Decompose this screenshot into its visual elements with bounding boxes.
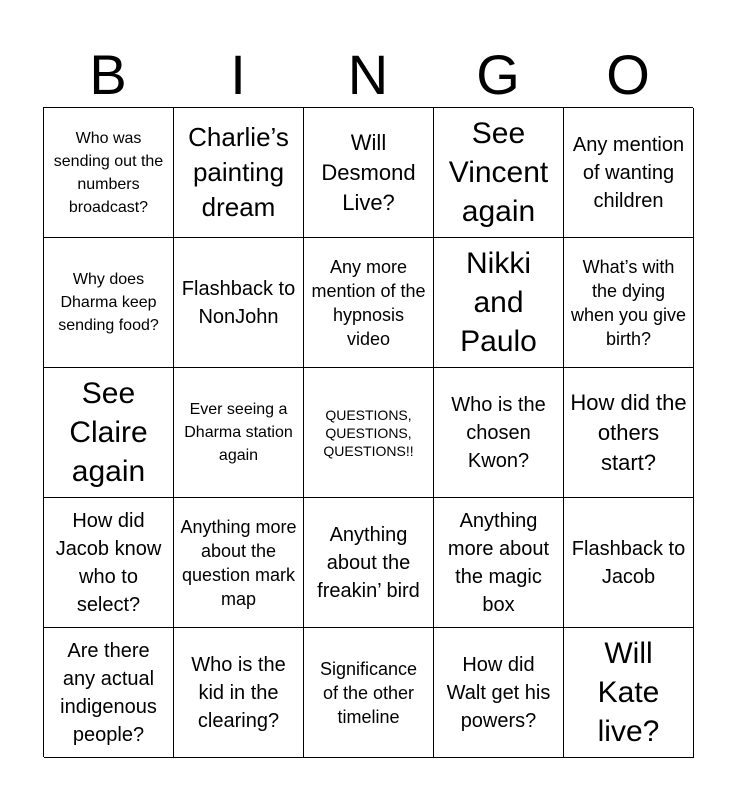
cell-text: See Claire again	[69, 377, 148, 488]
cell-text: Any more mention of the hypnosis video	[311, 256, 426, 349]
cell-text: Significance of the other timeline	[319, 658, 418, 727]
cell-text: Are there any actual indigenous people?	[60, 639, 157, 746]
bingo-cell[interactable]	[434, 108, 564, 238]
bingo-cell[interactable]	[304, 368, 434, 498]
cell-text: Who is the chosen Kwon?	[451, 393, 546, 472]
bingo-cell[interactable]	[174, 108, 304, 238]
cell-text: Nikki and Paulo	[460, 247, 537, 358]
bingo-cell[interactable]	[564, 628, 694, 758]
bingo-cell[interactable]	[174, 238, 304, 368]
bingo-cell[interactable]	[564, 368, 694, 498]
cell-text: Anything more about the question mark map	[180, 516, 297, 609]
bingo-cell[interactable]	[44, 628, 174, 758]
cell-text: How did the others start?	[570, 389, 687, 475]
bingo-cell[interactable]	[44, 238, 174, 368]
header-letter-g: G	[476, 43, 520, 106]
cell-text: Who is the kid in the clearing?	[191, 653, 286, 732]
header-letter-n: N	[347, 43, 389, 106]
cell-text: Any mention of wanting children	[572, 133, 685, 212]
bingo-cell[interactable]	[304, 108, 434, 238]
header-letter-i: I	[230, 43, 246, 106]
cell-text: Anything about the freakin’ bird	[317, 523, 420, 602]
bingo-cell[interactable]	[304, 628, 434, 758]
bingo-cell[interactable]	[564, 498, 694, 628]
cell-text: How did Walt get his powers?	[446, 653, 551, 732]
cell-text: Who was sending out the numbers broadcast?	[53, 129, 164, 216]
cell-text: Flashback to Jacob	[571, 537, 686, 588]
bingo-cell[interactable]	[434, 238, 564, 368]
cell-text: How did Jacob know who to select?	[55, 509, 162, 616]
bingo-cell[interactable]	[44, 108, 174, 238]
bingo-cell[interactable]	[434, 498, 564, 628]
header-letter-b: B	[89, 43, 127, 106]
cell-text: Charlie’s painting dream	[188, 122, 289, 222]
bingo-cell[interactable]	[564, 238, 694, 368]
bingo-cell[interactable]	[44, 368, 174, 498]
cell-text: What’s with the dying when you give birth?	[570, 256, 687, 349]
bingo-cell[interactable]	[564, 108, 694, 238]
bingo-cell[interactable]	[304, 498, 434, 628]
bingo-cell[interactable]	[44, 498, 174, 628]
cell-text: QUESTIONS, QUESTIONS, QUESTIONS!!	[323, 406, 414, 459]
cell-text: Why does Dharma keep sending food?	[58, 271, 159, 334]
bingo-cell[interactable]	[174, 498, 304, 628]
cell-text: Will Kate live?	[597, 637, 660, 748]
bingo-header	[43, 44, 693, 106]
bingo-cell[interactable]	[434, 368, 564, 498]
bingo-cell[interactable]	[174, 628, 304, 758]
cell-text: Flashback to NonJohn	[181, 277, 296, 328]
cell-text: See Vincent again	[448, 117, 549, 228]
cell-text: Anything more about the magic box	[447, 509, 550, 616]
bingo-cell[interactable]	[434, 628, 564, 758]
cell-text: Ever seeing a Dharma station again	[184, 401, 293, 464]
cell-text: Will Desmond Live?	[321, 129, 416, 215]
bingo-cell[interactable]	[174, 368, 304, 498]
bingo-cell[interactable]	[304, 238, 434, 368]
bingo-grid	[43, 107, 693, 757]
header-letter-o: O	[606, 43, 650, 106]
